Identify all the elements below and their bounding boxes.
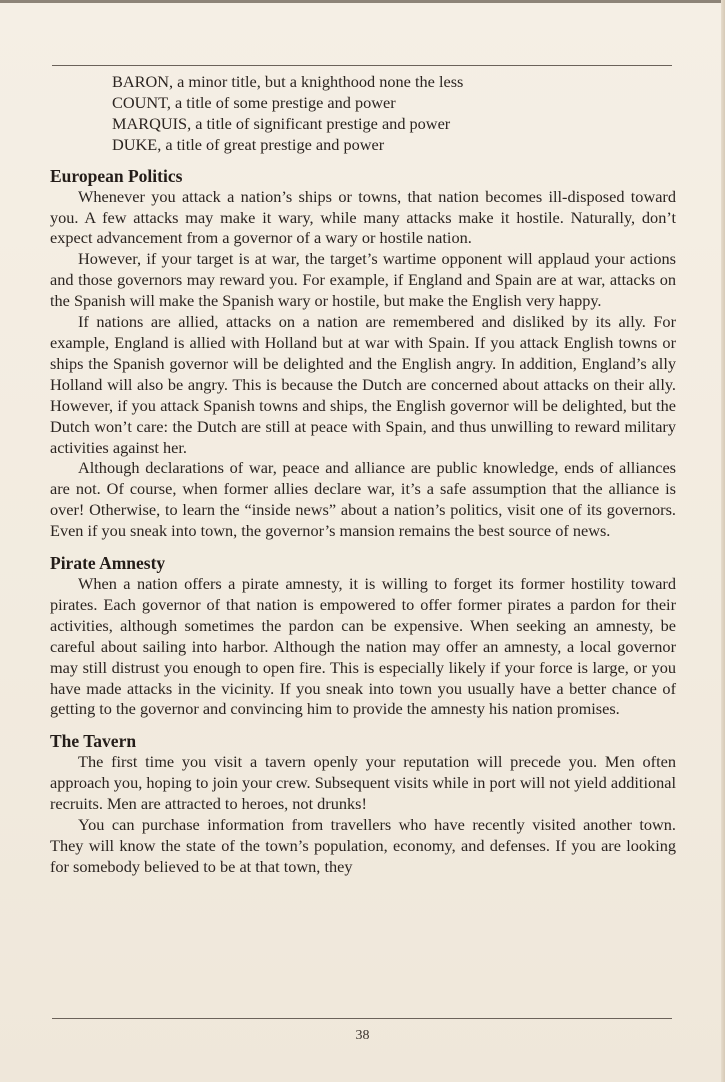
paragraph: Whenever you attack a nation’s ships or towns, that nation becomes ill-disposed toward you. A few attacks may make it wary, while many attacks make it hostile. Naturally, don’t expect advancement from a governor of a wary or hostile nation. [50, 186, 676, 248]
section-pirate-amnesty [50, 553, 676, 720]
paragraph: You can purchase information from travellers who have recently visited another town. They will know the state of the town’s population, economy, and defenses. If you are looking for somebody believed to be at that town, they [50, 815, 676, 876]
top-rule [52, 65, 672, 66]
page-right-edge [721, 0, 725, 1082]
noble-titles-list [112, 72, 676, 156]
section-heading: Pirate Amnesty [50, 553, 166, 574]
section-heading: European Politics [50, 165, 183, 186]
title-baron: BARON, a minor title, but a knighthood none the less [112, 72, 464, 91]
page-number: 38 [355, 1028, 370, 1043]
paragraph: Although declarations of war, peace and alliance are public knowledge, ends of alliances are not. Of course, when former allies declare war, it’s a safe assumption that the alliance is over! Otherwise, to learn the “inside news” about a nation’s politics, visit one of its governors. Even if you sneak into town, the governor’s mansion remains the best source of news. [50, 458, 676, 541]
section-european-politics [50, 166, 676, 542]
page-content [50, 72, 676, 889]
paragraph: However, if your target is at war, the target’s wartime opponent will applaud your actions and those governors may reward you. For example, if England and Spain are at war, attacks on the Spanish will make the Spanish wary or hostile, but make the English very happy. [50, 249, 676, 311]
page-top-edge [0, 0, 725, 3]
title-duke: DUKE, a title of great prestige and power [112, 134, 385, 154]
title-count: COUNT, a title of some prestige and power [112, 92, 396, 112]
paragraph: The first time you visit a tavern openly your reputation will precede you. Men often approach you, hoping to join your crew. Subsequent visits while in port will not yield additional recruits. Men are attracted to heroes, not drunks! [50, 752, 676, 814]
section-the-tavern [50, 731, 676, 877]
title-marquis: MARQUIS, a title of significant prestige and power [112, 113, 451, 133]
section-heading: The Tavern [50, 731, 137, 752]
bottom-rule [52, 1018, 672, 1019]
paragraph: When a nation offers a pirate amnesty, it is willing to forget its former hostility toward pirates. Each governor of that nation is empowered to offer former pirates a pardon for their activities, although sometimes the pardon can be expensive. When seeking an amnesty, be careful about sailing into harbor. Although the nation may offer an amnesty, a local governor may still distrust you enough to open fire. This is especially likely if your force is large, or you have made attacks in the vicinity. If you sneak into town you usually have a better chance of getting to the governor and convincing him to provide the amnesty his nation promises. [50, 574, 676, 719]
paragraph: If nations are allied, attacks on a nation are remembered and disliked by its ally. For example, England is allied with Holland but at war with Spain. If you attack English towns or ships the Spanish governor will be delighted and the English angry. In addition, England’s ally Holland will also be angry. This is because the Dutch are concerned about attacks on their ally. However, if you attack Spanish towns and ships, the English governor will be delighted, but the Dutch won’t care: the Dutch are still at peace with Spain, and thus unwilling to reward military activities against her. [50, 312, 676, 457]
